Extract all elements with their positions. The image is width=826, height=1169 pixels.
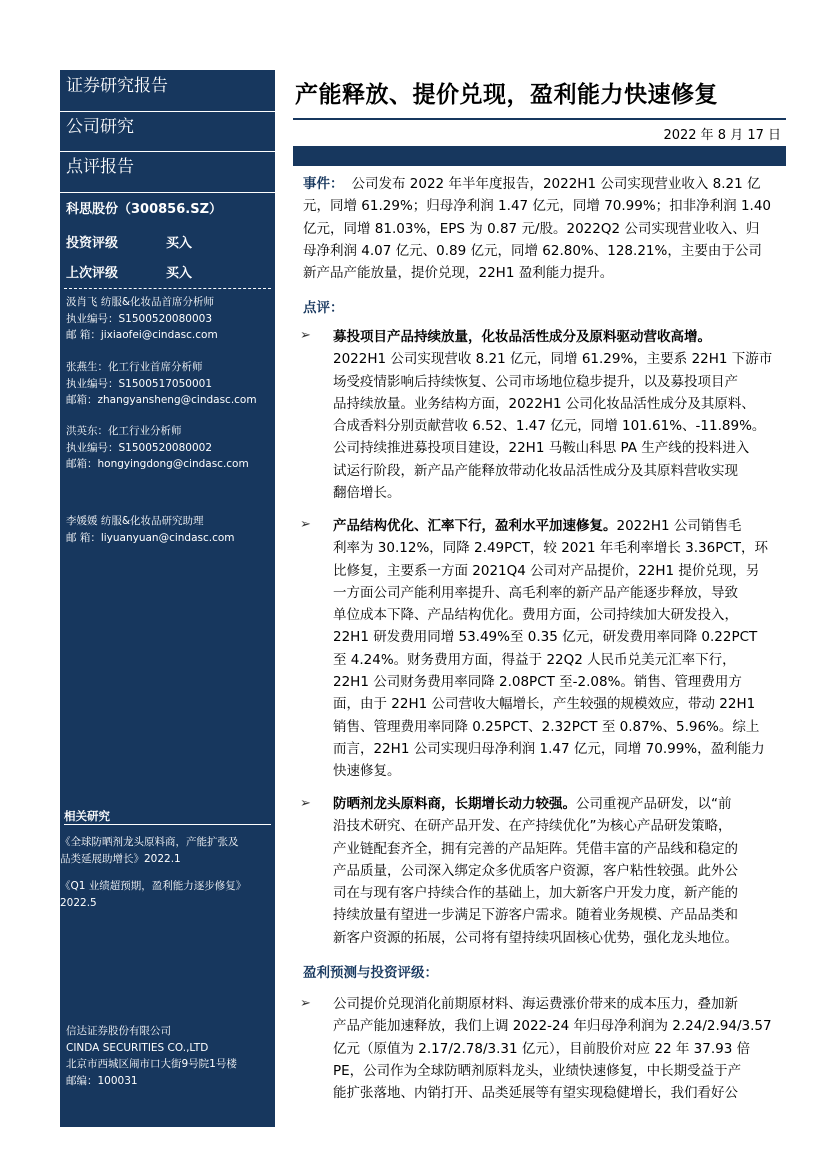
related-report[interactable] xyxy=(60,834,272,867)
related-research-heading: 相关研究 xyxy=(64,809,110,823)
footer-line: 邮编：100031 xyxy=(66,1074,138,1087)
prev-rating-value: 买入 xyxy=(166,266,193,281)
text-line: 合成香料分别贡献营收 6.52、1.47 亿元，同增 101.61%、-11.89%。 xyxy=(333,418,766,435)
text-line: 产品产能加速释放，我们上调 2022-24 年归母净利润为 2.24/2.94/3.57 xyxy=(333,1018,772,1035)
analyst-license: 执业编号：S1500520080003 xyxy=(66,312,213,325)
event-label: 事件： xyxy=(303,176,344,192)
analyst-name: 李媛媛 纺服&化妆品研究助理 xyxy=(66,515,204,527)
report-title: 产能释放、提价兑现，盈利能力快速修复 xyxy=(295,82,718,108)
text-line: 面，由于 22H1 公司营收大幅增长，产生较强的规模效应，带动 22H1 xyxy=(333,696,756,713)
text-line: 产品质量，公司深入绑定众多优质客户资源，客户粘性较强。此外公 xyxy=(333,862,738,879)
analyst-email[interactable]: 邮 箱：liyuanyuan@cindasc.com xyxy=(66,531,235,544)
text-line: 而言，22H1 公司实现归母净利润 1.47 亿元，同增 70.99%，盈利能力 xyxy=(333,740,765,757)
report-date: 2022 年 8 月 17 日 xyxy=(663,128,781,143)
arrow-bullet-icon: ➢ xyxy=(300,796,311,811)
review-heading: 点评： xyxy=(303,300,344,316)
text-line: 产业链配套齐全，拥有完善的产品矩阵。凭借丰富的产品线和稳定的 xyxy=(333,840,738,857)
review-bullet xyxy=(333,793,779,949)
arrow-bullet-icon: ➢ xyxy=(300,517,311,532)
analyst-email[interactable]: 邮 箱：jixiaofei@cindasc.com xyxy=(66,329,218,341)
text-line: 单位成本下降、产品结构优化。费用方面，公司持续加大研发投入， xyxy=(333,607,738,624)
text-line: 22H1 研发费用同增 53.49%至 0.35 亿元，研发费用率同降 0.22PCT xyxy=(333,629,758,646)
review-bullet xyxy=(333,515,779,783)
dashed-divider xyxy=(64,288,271,289)
analyst-name: 张燕生：化工行业首席分析师 xyxy=(66,361,203,373)
analyst-license: 执业编号：S1500520080002 xyxy=(66,441,213,454)
bullet-heading: 产品结构优化、汇率下行，盈利水平加速修复。 xyxy=(333,518,617,534)
text-line: 公司提价兑现消化前期原材料、海运费涨价带来的成本压力，叠加新 xyxy=(333,996,738,1012)
rating-value: 买入 xyxy=(166,236,193,251)
text-line: 2022H1 公司销售毛 xyxy=(616,518,742,534)
text-line: 持续放量有望进一步满足下游客户需求。随着业务规模、产品品类和 xyxy=(333,907,738,924)
sidebar-divider xyxy=(60,192,275,193)
analyst-license: 执业编号：S1500517050001 xyxy=(66,377,213,390)
text-line: 利率为 30.12%，同降 2.49PCT，较 2021 年毛利率增长 3.36PCT，环 xyxy=(333,540,769,557)
previous-rating xyxy=(66,262,193,281)
company-footer xyxy=(66,1023,237,1089)
analyst-card xyxy=(66,359,257,409)
footer-line: 北京市西城区闹市口大街9号院1号楼 xyxy=(66,1058,237,1070)
analyst-email[interactable]: 邮箱：zhangyansheng@cindasc.com xyxy=(66,394,257,406)
footer-line: 信达证券股份有限公司 xyxy=(66,1025,171,1037)
forecast-paragraph xyxy=(333,993,779,1104)
analyst-name: 汲肖飞 纺服&化妆品首席分析师 xyxy=(66,296,215,308)
arrow-bullet-icon: ➢ xyxy=(300,996,311,1011)
text-line: PE，公司作为全球防晒剂原料龙头，业绩快速修复，中长期受益于产 xyxy=(333,1062,742,1079)
report-type: 证券研究报告 xyxy=(66,76,168,96)
text-line: 试运行阶段，新产品产能释放带动化妆品活性成分及其原料营收实现 xyxy=(333,462,738,479)
text-line: 一方面公司产能利用率提升、高毛利率的新产品产能逐步释放，导致 xyxy=(333,584,738,601)
related-report-line: 《全球防晒剂龙头原料商，产能扩张及 xyxy=(60,836,239,848)
text-line: 元，同增 61.29%；归母净利润 1.47 亿元，同增 70.99%；扣非净利润 1.40 xyxy=(303,198,772,215)
text-line: 公司重视产品研发，以“前 xyxy=(576,796,732,812)
text-line: 比修复，主要系一方面 2021Q4 公司对产品提价，22H1 提价兑现，另 xyxy=(333,562,760,579)
forecast-heading: 盈利预测与投资评级： xyxy=(303,965,438,981)
text-line: 公司发布 2022 年半年度报告，2022H1 公司实现营业收入 8.21 亿 xyxy=(351,176,761,192)
sidebar-divider xyxy=(60,111,275,112)
text-line: 能扩张落地、内销打开、品类延展等有望实现稳健增长，我们看好公 xyxy=(333,1085,738,1102)
text-line: 快速修复。 xyxy=(333,763,401,780)
related-report-line: 2022.5 xyxy=(60,896,97,909)
analyst-card xyxy=(66,423,249,473)
company-name: 科思股份（300856.SZ） xyxy=(66,202,223,217)
review-bullet xyxy=(333,326,779,504)
text-line: 翻倍增长。 xyxy=(333,485,401,502)
investment-rating xyxy=(66,232,193,251)
arrow-bullet-icon: ➢ xyxy=(300,328,311,343)
analyst-card xyxy=(66,294,218,344)
text-line: 场受疫情影响后持续恢复、公司市场地位稳步提升，以及募投项目产 xyxy=(333,373,738,390)
analyst-card xyxy=(66,513,235,546)
prev-rating-label: 上次评级 xyxy=(66,266,119,281)
sidebar xyxy=(60,70,275,1127)
bullet-heading: 防晒剂龙头原料商，长期增长动力较强。 xyxy=(333,796,576,812)
bullet-heading: 募投项目产品持续放量，化妆品活性成分及原料驱动营收高增。 xyxy=(333,329,711,345)
text-line: 亿元，同增 81.03%，EPS 为 0.87 元/股。2022Q2 公司实现营业收入、归 xyxy=(303,220,760,237)
analyst-email[interactable]: 邮箱：hongyingdong@cindasc.com xyxy=(66,458,249,470)
sidebar-divider xyxy=(60,151,275,152)
related-divider xyxy=(64,824,271,825)
text-line: 新客户资源的拓展，公司将有望持续巩固核心优势，强化龙头地位。 xyxy=(333,929,738,946)
text-line: 22H1 公司财务费用率同降 2.08PCT 至-2.08%。销售、管理费用方 xyxy=(333,674,742,691)
header-bar xyxy=(293,146,786,166)
text-line: 沿技术研究、在研产品开发、在产持续优化”为核心产品研发策略， xyxy=(333,818,732,835)
event-paragraph xyxy=(303,173,778,284)
footer-line: CINDA SECURITIES CO.,LTD xyxy=(66,1041,209,1054)
rating-label: 投资评级 xyxy=(66,236,119,251)
report-category: 公司研究 xyxy=(66,117,134,137)
text-line: 2022H1 公司实现营收 8.21 亿元，同增 61.29%，主要系 22H1 下游市 xyxy=(333,351,773,368)
report-subtype: 点评报告 xyxy=(66,157,134,177)
text-line: 公司持续推进募投项目建设，22H1 马鞍山科思 PA 生产线的投料进入 xyxy=(333,440,750,457)
related-report-line: 品类延展助增长》2022.1 xyxy=(60,852,181,865)
related-report[interactable] xyxy=(60,878,272,911)
related-report-line: 《Q1 业绩超预期，盈利能力逐步修复》 xyxy=(60,880,247,892)
text-line: 母净利润 4.07 亿元、0.89 亿元，同增 62.80%、128.21%，主要由于公司 xyxy=(303,242,762,259)
text-line: 新产品产能放量，提价兑现，22H1 盈利能力提升。 xyxy=(303,265,614,282)
text-line: 至 4.24%。财务费用方面，得益于 22Q2 人民币兑美元汇率下行， xyxy=(333,651,736,668)
text-line: 品持续放量。业务结构方面，2022H1 公司化妆品活性成分及其原料、 xyxy=(333,395,755,412)
text-line: 销售、管理费用率同降 0.25PCT、2.32PCT 至 0.87%、5.96%。综上 xyxy=(333,718,760,735)
text-line: 亿元（原值为 2.17/2.78/3.31 亿元），目前股价对应 22 年 37.93 倍 xyxy=(333,1040,751,1057)
title-rule xyxy=(293,118,786,120)
analyst-name: 洪英东：化工行业分析师 xyxy=(66,425,182,437)
text-line: 司在与现有客户持续合作的基础上，加大新客户开发力度，新产能的 xyxy=(333,885,738,902)
